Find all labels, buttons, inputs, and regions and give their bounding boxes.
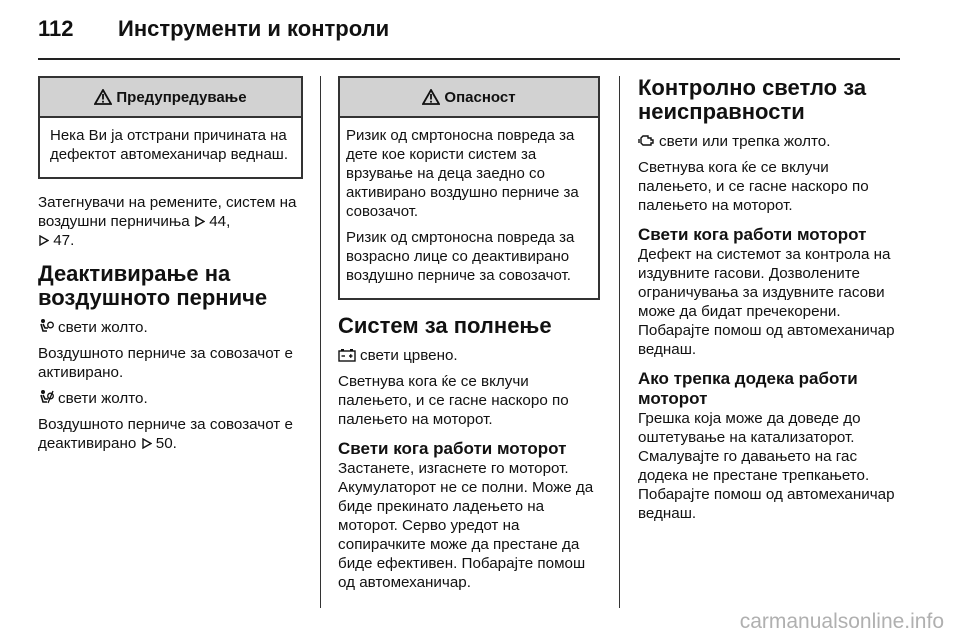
indicator-caption: свети или трепка жолто. bbox=[659, 133, 831, 150]
paragraph: Дефект на системот за контрола на издувните гасови. Дозволените ограничувања за издувните гасови може да бидат пречекорени. Побарајте помош од автомеханичар веднаш. bbox=[638, 246, 895, 358]
column-1 bbox=[38, 76, 303, 460]
subheading: Ако трепка додека работи моторот bbox=[638, 369, 858, 408]
page-reference: 44, bbox=[209, 213, 231, 230]
reference-triangle-icon bbox=[38, 235, 49, 246]
header-rule bbox=[38, 58, 900, 60]
warning-triangle-icon bbox=[422, 89, 440, 105]
indicator-caption: свети жолто. bbox=[58, 390, 148, 407]
indicator-line bbox=[638, 132, 904, 151]
paragraph bbox=[38, 415, 303, 453]
indicator-line bbox=[38, 389, 303, 408]
page-title: Инструменти и контроли bbox=[118, 16, 390, 41]
paragraph: Грешка која може да доведе до оштетување на катализаторот. Смалувајте го давањето на гас додека не престане трепкањето. Побарајте помош од автомеханичар веднаш. bbox=[638, 410, 895, 522]
section-heading: Деактивирање на воздушното перниче bbox=[38, 261, 268, 310]
paragraph: Застанете, изгаснете го моторот. Акумулаторот не се полни. Може да биде прекинато ладењето на моторот. Серво уредот на сопирачките може да престане да биде ефективен. Побарајте помош од автомеханичар. bbox=[338, 460, 594, 591]
section-heading: Систем за полнење bbox=[338, 313, 552, 338]
paragraph-text: Затегнувачи на ремените, систем на воздушни перничиња bbox=[38, 194, 297, 230]
warning-box bbox=[38, 76, 303, 179]
subheading: Свети кога работи моторот bbox=[338, 439, 567, 458]
warning-triangle-icon bbox=[94, 89, 112, 105]
danger-title: Опасност bbox=[444, 88, 516, 106]
section-heading: Контролно светло за неисправности bbox=[638, 75, 867, 124]
airbag-off-icon bbox=[38, 389, 54, 405]
airbag-on-icon bbox=[38, 318, 54, 334]
indicator-line bbox=[38, 318, 303, 337]
column-divider bbox=[320, 76, 321, 608]
paragraph bbox=[38, 193, 303, 250]
paragraph: Светнува кога ќе се вклучи палењето, и се гасне наскоро по палењето на моторот. bbox=[338, 373, 569, 428]
column-3 bbox=[638, 76, 904, 530]
subheading: Свети кога работи моторот bbox=[638, 225, 867, 244]
danger-box bbox=[338, 76, 600, 300]
page-number: 112 bbox=[38, 16, 74, 41]
warning-box-header bbox=[40, 78, 301, 118]
battery-icon bbox=[338, 348, 356, 362]
column-divider bbox=[619, 76, 620, 608]
watermark: carmanualsonline.info bbox=[739, 610, 944, 633]
reference-triangle-icon bbox=[194, 216, 205, 227]
column-2 bbox=[338, 76, 600, 599]
page-reference: 47. bbox=[53, 232, 75, 249]
indicator-caption: свети жолто. bbox=[58, 319, 148, 336]
danger-text: Ризик од смртоносна повреда за дете кое користи систем за врзување на деца заедно со активирано воздушно перниче за совозачот. bbox=[346, 127, 579, 220]
indicator-line bbox=[338, 346, 600, 365]
reference-triangle-icon bbox=[141, 438, 152, 449]
warning-text: Нека Ви ја отстрани причината на дефектот автомеханичар веднаш. bbox=[50, 127, 289, 163]
engine-check-icon bbox=[638, 133, 655, 148]
paragraph: Воздушното перниче за совозачот е активирано. bbox=[38, 345, 293, 381]
warning-title: Предупредување bbox=[116, 88, 247, 106]
page-reference: 50. bbox=[155, 435, 177, 452]
danger-text: Ризик од смртоносна повреда за возрасно лице со деактивирано воздушно перниче за совозачот. bbox=[346, 229, 575, 284]
paragraph-text: Воздушното перниче за совозачот е деактивирано bbox=[38, 416, 293, 452]
indicator-caption: свети црвено. bbox=[360, 347, 458, 364]
danger-box-header bbox=[340, 78, 598, 118]
paragraph: Светнува кога ќе се вклучи палењето, и се гасне наскоро по палењето на моторот. bbox=[638, 159, 869, 214]
